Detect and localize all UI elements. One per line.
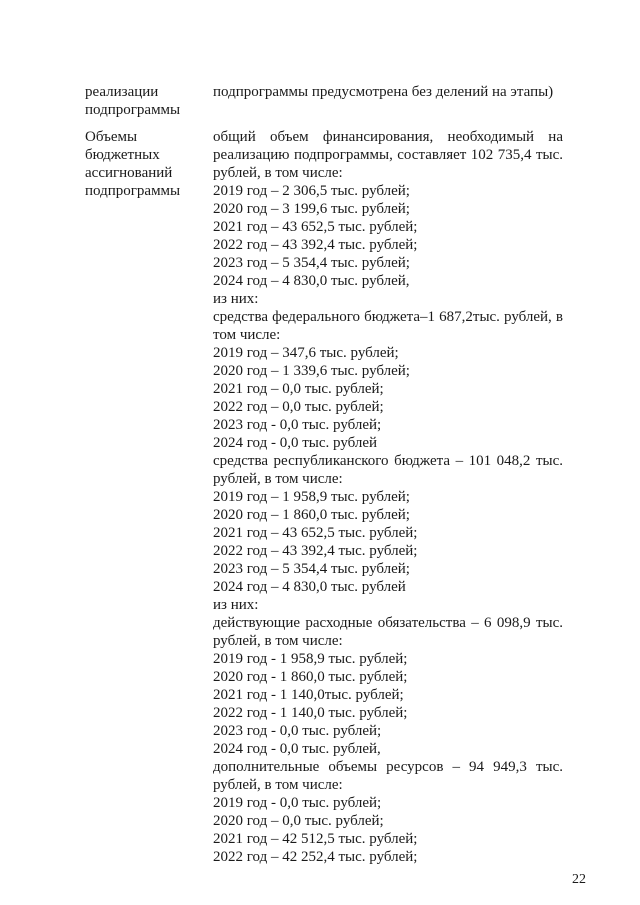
content-line: 2024 год - 0,0 тыс. рублей <box>213 435 378 451</box>
content-line: общий объем финансирования, необходимый на <box>213 129 563 145</box>
row-label <box>85 83 205 119</box>
content-line: том числе: <box>213 327 281 343</box>
content-line: реализацию подпрограммы, составляет 102 735,4 тыс. <box>213 147 563 163</box>
content-line: 2023 год - 0,0 тыс. рублей; <box>213 417 382 433</box>
page-number: 22 <box>572 872 586 887</box>
content-line: средства республиканского бюджета – 101 048,2 тыс. <box>213 453 563 469</box>
content-line: 2023 год - 0,0 тыс. рублей; <box>213 723 382 739</box>
content-line: рублей, в том числе: <box>213 165 343 181</box>
content-line: подпрограммы предусмотрена без делений на этапы) <box>213 84 554 100</box>
content-line: 2021 год – 0,0 тыс. рублей; <box>213 381 384 397</box>
content-line: 2022 год – 43 392,4 тыс. рублей; <box>213 237 418 253</box>
content-line: из них: <box>213 597 259 613</box>
row-content <box>213 128 563 866</box>
content-line: рублей, в том числе: <box>213 777 343 793</box>
content-line: 2024 год – 4 830,0 тыс. рублей, <box>213 273 410 289</box>
content-line: 2020 год – 3 199,6 тыс. рублей; <box>213 201 410 217</box>
row-content <box>213 83 563 101</box>
content-line: 2019 год – 347,6 тыс. рублей; <box>213 345 399 361</box>
label-line: ассигнований <box>85 165 173 181</box>
content-line: средства федерального бюджета–1 687,2тыс. рублей, в <box>213 309 563 325</box>
content-line: из них: <box>213 291 259 307</box>
content-line: рублей, в том числе: <box>213 471 343 487</box>
content-line: 2020 год – 1 339,6 тыс. рублей; <box>213 363 410 379</box>
label-line: бюджетных <box>85 147 160 163</box>
content-line: дополнительные объемы ресурсов – 94 949,3 тыс. <box>213 759 563 775</box>
content-line: 2022 год – 42 252,4 тыс. рублей; <box>213 849 418 865</box>
content-line: 2024 год - 0,0 тыс. рублей, <box>213 741 381 757</box>
content-line: 2022 год - 1 140,0 тыс. рублей; <box>213 705 408 721</box>
content-line: 2023 год – 5 354,4 тыс. рублей; <box>213 561 410 577</box>
content-line: 2019 год – 2 306,5 тыс. рублей; <box>213 183 410 199</box>
content-line: 2019 год - 0,0 тыс. рублей; <box>213 795 382 811</box>
content-line: 2024 год – 4 830,0 тыс. рублей <box>213 579 406 595</box>
content-line: 2021 год – 43 652,5 тыс. рублей; <box>213 525 418 541</box>
label-line: Объемы <box>85 129 138 145</box>
content-line: 2020 год – 1 860,0 тыс. рублей; <box>213 507 410 523</box>
content-line: 2022 год – 0,0 тыс. рублей; <box>213 399 384 415</box>
content-line: рублей, в том числе: <box>213 633 343 649</box>
content-line: 2021 год - 1 140,0тыс. рублей; <box>213 687 404 703</box>
content-line: действующие расходные обязательства – 6 098,9 тыс. <box>213 615 563 631</box>
row-label <box>85 128 205 200</box>
content-line: 2021 год – 42 512,5 тыс. рублей; <box>213 831 418 847</box>
content-line: 2022 год – 43 392,4 тыс. рублей; <box>213 543 418 559</box>
content-line: 2023 год – 5 354,4 тыс. рублей; <box>213 255 410 271</box>
label-line: реализации <box>85 84 159 100</box>
label-line: подпрограммы <box>85 183 181 199</box>
content-line: 2019 год – 1 958,9 тыс. рублей; <box>213 489 410 505</box>
content-line: 2020 год – 0,0 тыс. рублей; <box>213 813 384 829</box>
content-line: 2021 год – 43 652,5 тыс. рублей; <box>213 219 418 235</box>
label-line: подпрограммы <box>85 102 181 118</box>
content-line: 2020 год - 1 860,0 тыс. рублей; <box>213 669 408 685</box>
content-line: 2019 год - 1 958,9 тыс. рублей; <box>213 651 408 667</box>
